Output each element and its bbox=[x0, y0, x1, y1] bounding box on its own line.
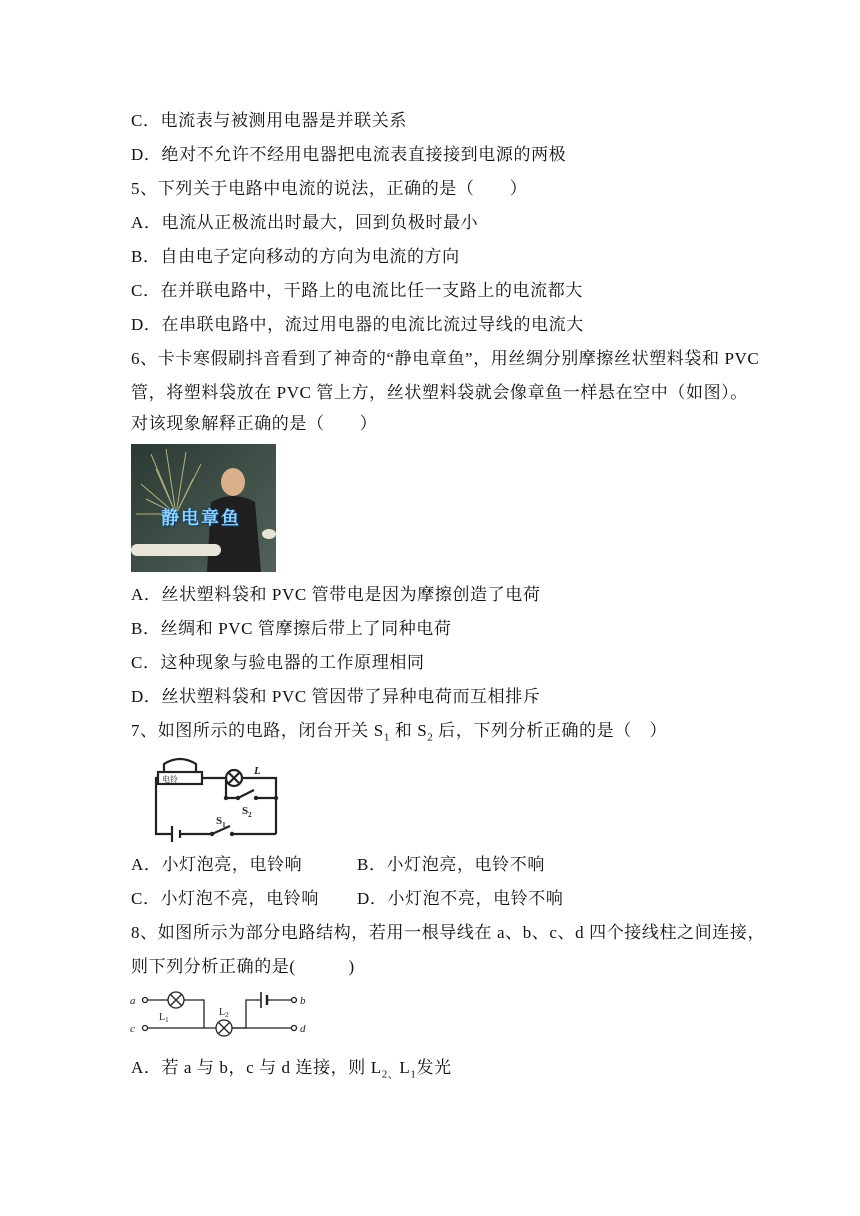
q8-circuit-diagram bbox=[126, 988, 316, 1040]
lamp-label: L bbox=[254, 765, 261, 777]
q8-stem-line1: 8、如图所示为部分电路结构，若用一根导线在 a、b、c、d 四个接线柱之间连接， bbox=[131, 923, 766, 942]
q4-option-c: C．电流表与被测用电器是并联关系 bbox=[131, 111, 407, 130]
q6-stem-line2: 管，将塑料袋放在 PVC 管上方，丝状塑料袋就会像章鱼一样悬在空中（如图）。 bbox=[131, 383, 748, 402]
q7-option-d: D．小灯泡不亮，电铃不响 bbox=[357, 889, 564, 908]
lamp-l2-label: $L_2$ bbox=[219, 1007, 229, 1019]
terminal-a-label: a bbox=[130, 995, 136, 1007]
q6-stem-line1: 6、卡卡寒假刷抖音看到了神奇的“静电章鱼”，用丝绸分别摩擦丝状塑料袋和 PVC bbox=[131, 349, 760, 368]
terminal-d-label: d bbox=[300, 1023, 306, 1035]
q6-option-a: A．丝状塑料袋和 PVC 管带电是因为摩擦创造了电荷 bbox=[131, 585, 541, 604]
switch-s1-label: $S_1$ bbox=[216, 815, 226, 829]
q7-stem: 7、如图所示的电路，闭台开关 $S_1$ 和 $S_2$ 后，下列分析正确的是（ ） bbox=[131, 721, 668, 744]
bell-label: 电铃 bbox=[162, 775, 178, 784]
static-octopus-photo bbox=[131, 444, 276, 572]
q8-stem-line2: 则下列分析正确的是( ) bbox=[131, 957, 355, 976]
q5-option-d: D．在串联电路中，流过用电器的电流比流过导线的电流大 bbox=[131, 315, 584, 334]
q5-option-a: A．电流从正极流出时最大，回到负极时最小 bbox=[131, 213, 479, 232]
q7-circuit-diagram bbox=[150, 756, 290, 842]
terminal-b-label: b bbox=[300, 995, 306, 1007]
photo-caption: 静电章鱼 bbox=[161, 508, 241, 529]
q7-option-b: B．小灯泡亮，电铃不响 bbox=[357, 855, 545, 874]
q7-option-a: A．小灯泡亮，电铃响 bbox=[131, 855, 303, 874]
q8-option-a: A．若 a 与 b，c 与 d 连接，则 $L_{2、}L_1$发光 bbox=[131, 1058, 452, 1081]
q5-option-b: B．自由电子定向移动的方向为电流的方向 bbox=[131, 247, 460, 266]
q6-option-d: D．丝状塑料袋和 PVC 管因带了异种电荷而互相排斥 bbox=[131, 687, 541, 706]
q6-stem-line3: 对该现象解释正确的是（ ） bbox=[131, 414, 378, 433]
switch-s2-label: $S_2$ bbox=[242, 805, 252, 819]
q4-option-d: D．绝对不允许不经用电器把电流表直接接到电源的两极 bbox=[131, 145, 567, 164]
q7-option-c: C．小灯泡不亮，电铃响 bbox=[131, 889, 319, 908]
terminal-c-label: c bbox=[130, 1023, 135, 1035]
q6-option-c: C．这种现象与验电器的工作原理相同 bbox=[131, 653, 425, 672]
q6-option-b: B．丝绸和 PVC 管摩擦后带上了同种电荷 bbox=[131, 619, 452, 638]
q5-stem: 5、下列关于电路中电流的说法，正确的是（ ） bbox=[131, 179, 528, 198]
lamp-l1-label: $L_1$ bbox=[159, 1012, 169, 1024]
q5-option-c: C．在并联电路中，干路上的电流比任一支路上的电流都大 bbox=[131, 281, 583, 300]
